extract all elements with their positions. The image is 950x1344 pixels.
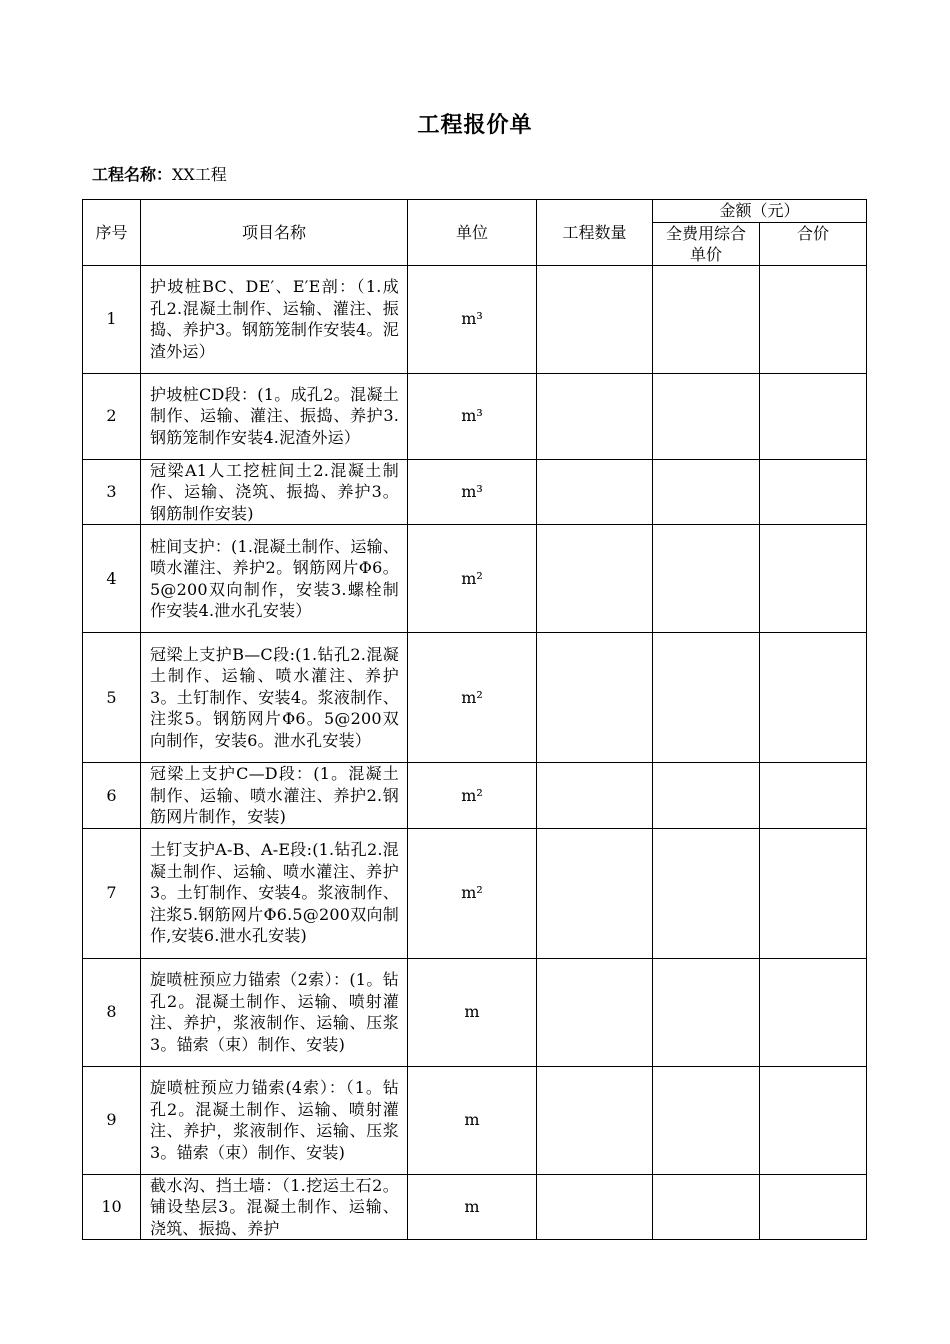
row-unit-price (653, 828, 760, 958)
row-number: 7 (83, 828, 141, 958)
row-quantity (537, 1066, 653, 1174)
row-total (760, 373, 867, 459)
project-name-value: XX工程 (172, 165, 227, 184)
row-unit: m² (408, 633, 537, 763)
row-number: 5 (83, 633, 141, 763)
row-quantity (537, 633, 653, 763)
quote-table (82, 199, 867, 1240)
row-item-name: 冠梁A1人工挖桩间土2.混凝土制作、运输、浇筑、振捣、养护3。钢筋制作安装) (141, 459, 408, 525)
header-qty: 工程数量 (537, 200, 653, 266)
row-item-name: 冠梁上支护B—C段:(1.钻孔2.混凝土制作、运输、喷水灌注、养护3。土钉制作、安装4。浆液制作、注浆5。钢筋网片Φ6。5@200双向制作，安装6。泄水孔安装） (141, 633, 408, 763)
header-amount: 金额（元） (653, 200, 867, 223)
row-unit: m (408, 1174, 537, 1240)
header-no: 序号 (83, 200, 141, 266)
row-quantity (537, 265, 653, 373)
row-number: 3 (83, 459, 141, 525)
table-row (83, 459, 867, 525)
row-item-name: 土钉支护A-B、A-E段:(1.钻孔2.混凝土制作、运输、喷水灌注、养护3。土钉制作、安装4。浆液制作、注浆5.钢筋网片Φ6.5@200双向制作,安装6.泄水孔安装) (141, 828, 408, 958)
table-row (83, 828, 867, 958)
row-total (760, 525, 867, 633)
row-item-name: 旋喷桩预应力锚索（2索）：(1。钻孔2。混凝土制作、运输、喷射灌注、养护，浆液制作、运输、压浆3。锚索（束）制作、安装) (141, 958, 408, 1066)
row-number: 8 (83, 958, 141, 1066)
row-item-name: 桩间支护：(1.混凝土制作、运输、喷水灌注、养护2。钢筋网片Φ6。5@200双向制作，安装3.螺栓制作安装4.泄水孔安装） (141, 525, 408, 633)
row-item-name: 护坡桩BC、DE′、E′E剖：（1.成孔2.混凝土制作、运输、灌注、振捣、养护3。钢筋笼制作安装4。泥渣外运） (141, 265, 408, 373)
row-unit: m (408, 1066, 537, 1174)
table-row (83, 525, 867, 633)
row-unit-price (653, 958, 760, 1066)
row-unit: m² (408, 525, 537, 633)
row-quantity (537, 373, 653, 459)
row-total (760, 763, 867, 829)
row-item-name: 旋喷桩预应力锚索(4索）：（1。钻孔2。混凝土制作、运输、喷射灌注、养护，浆液制作、运输、压浆3。锚索（束）制作、安装) (141, 1066, 408, 1174)
project-name-label: 工程名称： (92, 165, 173, 184)
row-quantity (537, 958, 653, 1066)
row-unit: m³ (408, 265, 537, 373)
row-quantity (537, 763, 653, 829)
row-total (760, 1066, 867, 1174)
row-item-name: 冠梁上支护C—D段：(1。混凝土制作、运输、喷水灌注、养护2.钢筋网片制作，安装) (141, 763, 408, 829)
row-unit: m² (408, 828, 537, 958)
row-total (760, 1174, 867, 1240)
row-total (760, 828, 867, 958)
row-unit-price (653, 633, 760, 763)
row-item-name: 护坡桩CD段：(1。成孔2。混凝土制作、运输、灌注、振捣、养护3.钢筋笼制作安装4.泥渣外运） (141, 373, 408, 459)
table-row (83, 958, 867, 1066)
row-unit: m³ (408, 459, 537, 525)
header-unit-price: 全费用综合单价 (653, 222, 760, 265)
header-item: 项目名称 (141, 200, 408, 266)
page-title: 工程报价单 (417, 112, 533, 138)
table-row (83, 1174, 867, 1240)
row-unit: m (408, 958, 537, 1066)
row-number: 1 (83, 265, 141, 373)
header-total: 合价 (760, 222, 867, 265)
row-unit-price (653, 763, 760, 829)
row-total (760, 633, 867, 763)
row-unit: m³ (408, 373, 537, 459)
header-unit: 单位 (408, 200, 537, 266)
row-unit-price (653, 265, 760, 373)
table-row (83, 265, 867, 373)
row-quantity (537, 525, 653, 633)
project-name-line (92, 162, 227, 185)
table-row (83, 633, 867, 763)
row-unit-price (653, 1066, 760, 1174)
row-total (760, 958, 867, 1066)
row-quantity (537, 828, 653, 958)
row-quantity (537, 1174, 653, 1240)
row-unit-price (653, 373, 760, 459)
table-row (83, 763, 867, 829)
row-unit: m² (408, 763, 537, 829)
row-number: 9 (83, 1066, 141, 1174)
table-row (83, 1066, 867, 1174)
row-quantity (537, 459, 653, 525)
table-row (83, 373, 867, 459)
row-unit-price (653, 459, 760, 525)
row-unit-price (653, 525, 760, 633)
row-total (760, 459, 867, 525)
row-unit-price (653, 1174, 760, 1240)
row-total (760, 265, 867, 373)
row-number: 6 (83, 763, 141, 829)
row-number: 4 (83, 525, 141, 633)
row-number: 2 (83, 373, 141, 459)
row-item-name: 截水沟、挡土墙：（1.挖运土石2。铺设垫层3。混凝土制作、运输、浇筑、振捣、养护 (141, 1174, 408, 1240)
row-number: 10 (83, 1174, 141, 1240)
